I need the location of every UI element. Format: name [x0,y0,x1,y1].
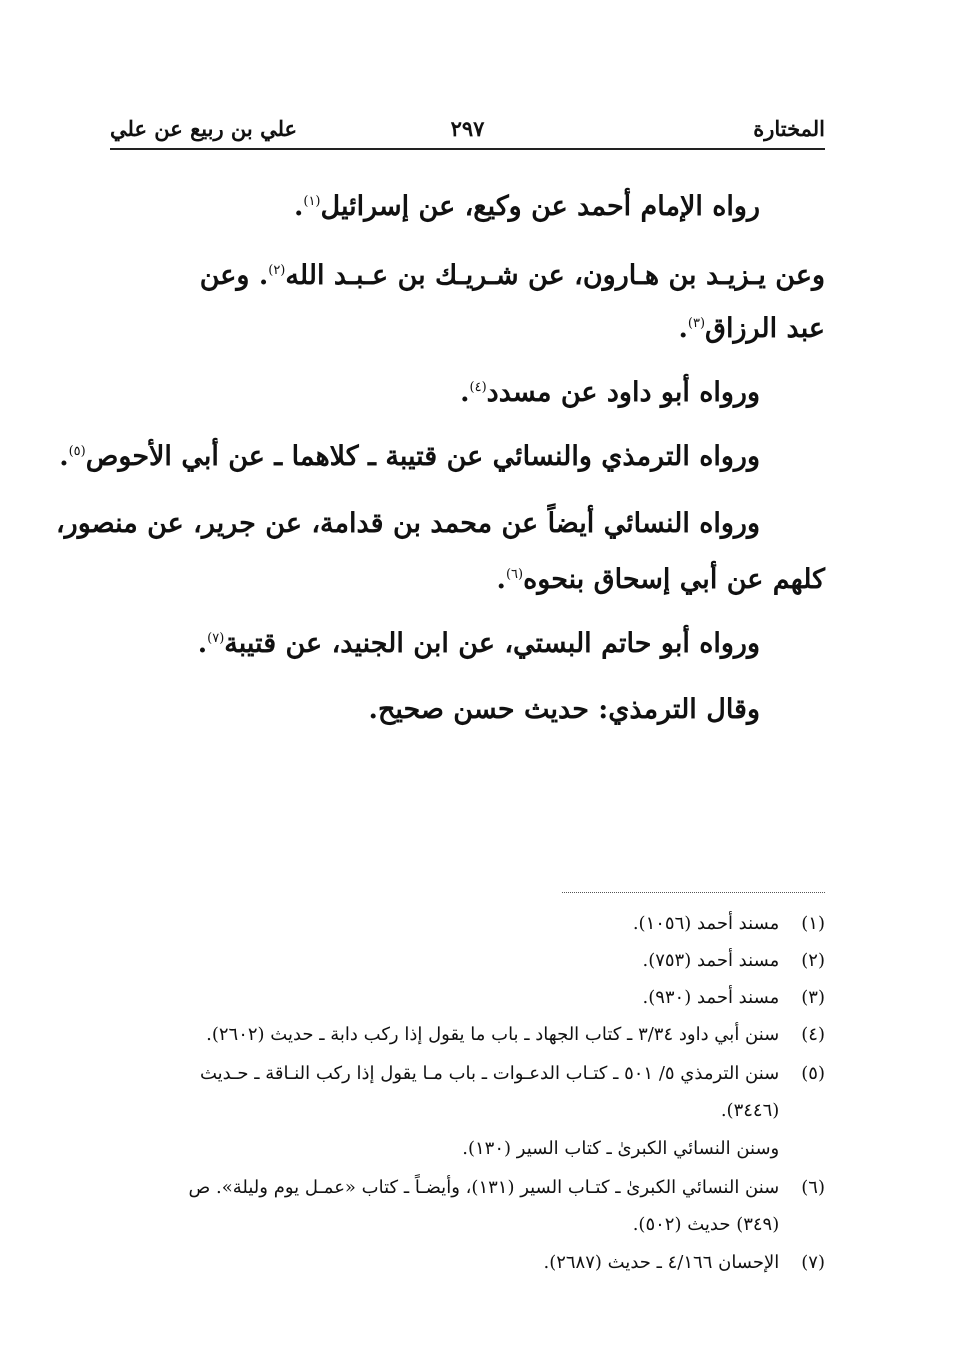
footnote-number: (٧) [801,1252,825,1273]
footnote-ref: (١) [303,194,321,209]
paragraph-3 [45,373,760,413]
footnote-3 [110,985,825,1011]
paragraph-2-line-1 [110,256,825,296]
paragraph-text: ورواه النسائي أيضاً عن محمد بن قدامة، عن جرير، عن منصور، [55,508,760,539]
footnote-ref: (٦) [505,567,524,582]
footnote-ref: (٣) [687,316,706,331]
paragraph-text: وعن يـزيـد بن هـارون، عن شـريـك بن عـبـد الله [285,260,825,291]
footnote-number: (٤) [801,1024,825,1045]
footnote-ref: (٥) [68,444,86,459]
footnote-6-continued [110,1212,825,1238]
paragraph-text: ورواه أبو حاتم البستي، عن ابن الجنيد، عن قتيبة [224,628,760,659]
footnote-text: الإحسان ٤/١٦٦ ـ حديث (٢٦٨٧). [543,1252,780,1273]
footnote-text: سنن النسائي الكبرىٰ ـ كتـاب السير (١٣١)، وأيضـاً ـ كتاب «عمـل يوم وليلة». ص [188,1177,780,1198]
paragraph-text: رواه الإمام أحمد عن وكيع، عن إسرائيل [320,191,760,222]
footnote-text: (٣٤٩) حديث (٥٠٢). [632,1214,780,1235]
footnote-text: سنن أبي داود ٣/٣٤ ـ كتاب الجهاد ـ باب ما يقول إذا ركب دابة ـ حديث (٢٦٠٢). [206,1024,780,1045]
paragraph-2-line-2 [110,309,825,349]
footnote-number: (٦) [801,1177,825,1198]
paragraph-text: ورواه أبو داود عن مسدد [486,377,760,408]
footnote-text: مسند أحمد (٩٣٠). [642,987,780,1008]
chapter-title: علي بن ربيع عن علي [110,116,298,141]
footnote-text: مسند أحمد (١٠٥٦). [632,913,780,934]
period: . [460,377,470,408]
footnote-number: (٣) [801,987,825,1008]
paragraph-5-line-2 [110,560,825,600]
period: . [496,564,506,595]
footnote-4 [110,1022,825,1048]
footnote-text: (٣٤٤٦). [720,1100,780,1121]
paragraph-4 [45,437,760,477]
footnote-5-continued [110,1098,825,1124]
paragraph-text: ورواه الترمذي والنسائي عن قتيبة ـ كلاهما ـ عن أبي الأحوص [85,441,760,472]
paragraph-text: كلهم عن أبي إسحاق بنحوه [523,564,825,595]
footnote-number: (٥) [801,1063,825,1084]
footnote-6 [110,1175,825,1201]
footnote-ref: (٧) [207,631,225,646]
footnote-ref: (٢) [268,263,286,278]
paragraph-5-line-1 [45,504,760,544]
footnote-text: مسند أحمد (٧٥٣). [642,950,780,971]
footnote-2 [110,948,825,974]
paragraph-text: عبد الرزاق [705,313,825,344]
paragraph-text: وقال الترمذي: حديث حسن صحيح. [368,694,760,725]
footnote-number: (١) [801,913,825,934]
running-header [110,112,825,150]
page-number: ٢٩٧ [450,116,485,141]
footnote-5 [110,1061,825,1087]
period: . [293,191,304,222]
footnote-1 [110,911,825,937]
footnote-text: وسنن النسائي الكبرىٰ ـ كتاب السير (١٣٠). [462,1138,780,1159]
footnote-5-additional [110,1136,825,1162]
paragraph-1 [45,187,760,227]
footnote-7 [110,1250,825,1276]
footnote-separator [562,892,825,893]
period: . [59,441,69,472]
footnote-number: (٢) [801,950,825,971]
footnote-ref: (٤) [469,380,487,395]
book-title: المختارة [753,116,825,141]
footnote-text: سنن الترمذي ٥/ ٥٠١ ـ كتـاب الدعـوات ـ باب مـا يقول إذا ركب النـاقة ـ حـديث [199,1063,780,1084]
period: . [678,313,688,344]
period: . [197,628,208,659]
paragraph-6 [45,624,760,664]
paragraph-text: . وعن [199,260,269,291]
paragraph-7 [45,690,760,730]
